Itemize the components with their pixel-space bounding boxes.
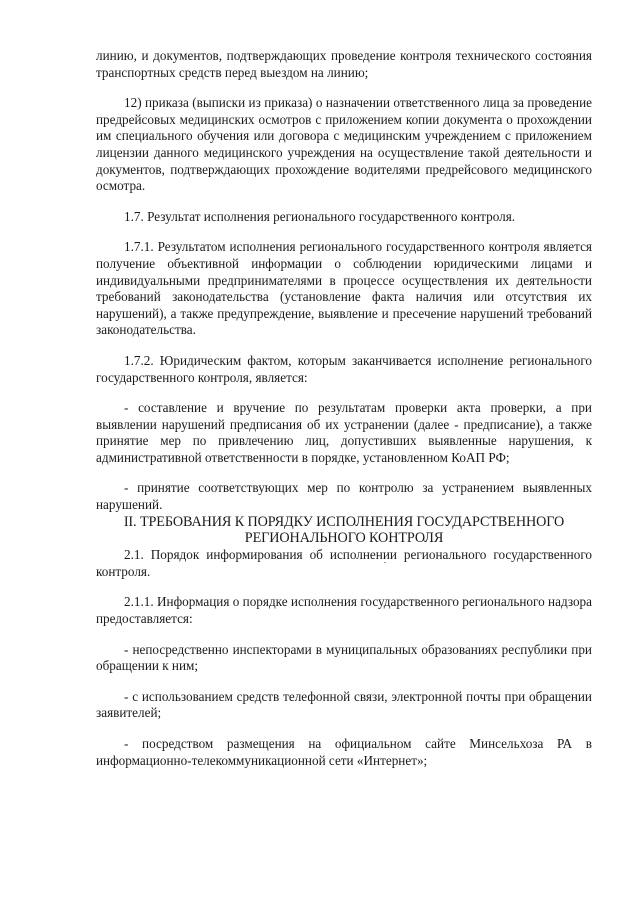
- document-page: [96, 48, 592, 769]
- paragraph-bullet-inspectors: - непосредственно инспекторами в муниципальных образованиях республики при обращении к ним;: [96, 641, 592, 674]
- paragraph-item-12: 12) приказа (выписки из приказа) о назначении ответственного лица за проведение предрейсовых медицинских осмотров с приложением копии документа о прохождении им специального обучения или договора с медицинским учреждением с приложением лицензии данного медицинского учреждения на осуществление такой деятельности и документов, подтверждающих прохождение водителями предрейсового медицинского осмотра.: [96, 95, 592, 194]
- paragraph-1-7: 1.7. Результат исполнения регионального государственного контроля.: [124, 208, 516, 224]
- paragraph-2-1-1: 2.1.1. Информация о порядке исполнения государственного регионального надзора предоставляется:: [96, 594, 592, 627]
- paragraph-continuation: линию, и документов, подтверждающих проведение контроля технического состояния транспортных средств перед выездом на линию;: [96, 48, 592, 80]
- paragraph-bullet-measures: - принятие соответствующих мер по контролю за устранением выявленных нарушений.: [96, 480, 592, 513]
- paragraph-2-1: 2.1. Порядок информирования об исполнении регионального государственного контроля.: [96, 547, 592, 579]
- paragraph-bullet-act: - составление и вручение по результатам проверки акта проверки, а при выявлении нарушений предписания об их устранении (далее - предписание), а также принятие мер по привлечению лиц, допустивших выявленные нарушения, к административной ответственности в порядке, установленном КоАП РФ;: [96, 400, 592, 465]
- section-heading-line-2: РЕГИОНАЛЬНОГО КОНТРОЛЯ: [244, 530, 444, 547]
- scan-speck: [384, 562, 386, 563]
- paragraph-bullet-website: - посредством размещения на официальном сайте Минсельхоза РА в информационно-телекоммуникационной сети «Интернет»;: [96, 736, 592, 768]
- paragraph-bullet-phone: - с использованием средств телефонной связи, электронной почты при обращении заявителей;: [96, 688, 592, 721]
- section-heading-line-1: II. ТРЕБОВАНИЯ К ПОРЯДКУ ИСПОЛНЕНИЯ ГОСУДАРСТВЕННОГО: [123, 513, 565, 530]
- paragraph-1-7-1: 1.7.1. Результатом исполнения регионального государственного контроля является получение объективной информации о соблюдении юридическими лицами и индивидуальными предпринимателями в процессе осуществления их деятельности требований законодательства (установление факта наличия или отсутствия их нарушений), а также предупреждение, выявление и пресечение нарушений требований законодательства.: [96, 239, 592, 338]
- paragraph-1-7-2: 1.7.2. Юридическим фактом, которым заканчивается исполнение регионального государственного контроля, является:: [96, 352, 592, 385]
